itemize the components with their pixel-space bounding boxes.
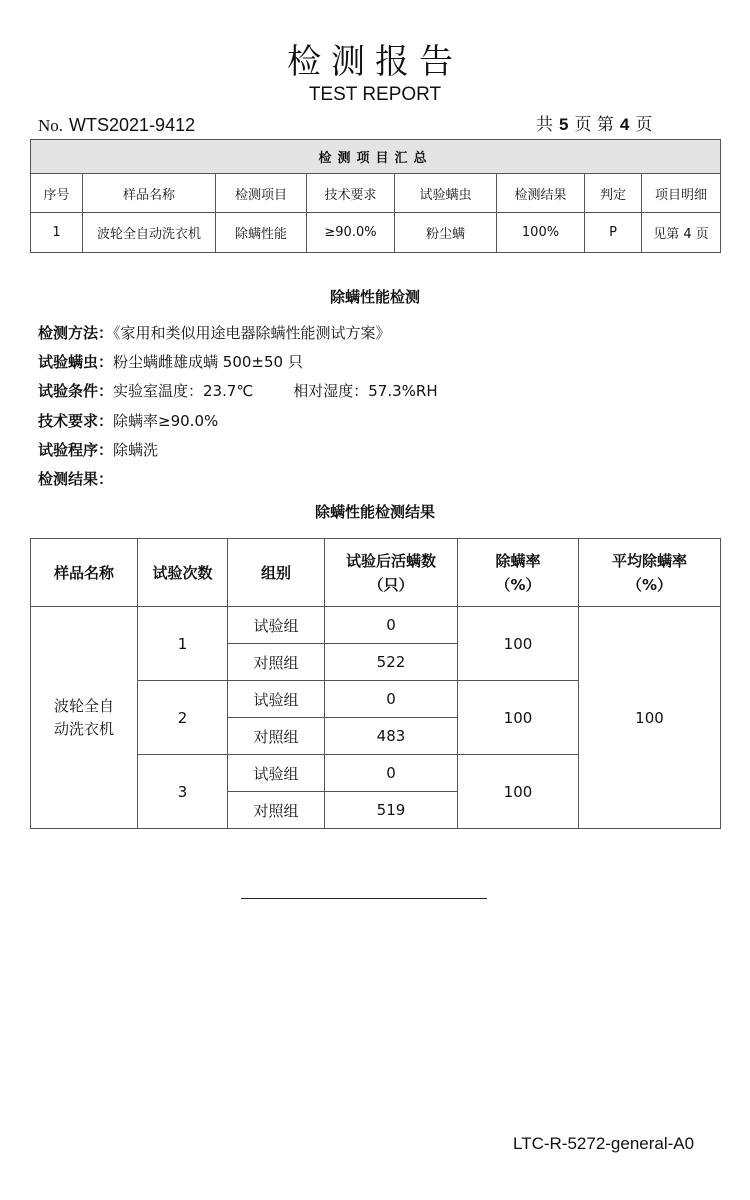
summary-header-cell: 判定 xyxy=(585,174,642,213)
temperature-value: 实验室温度：23.7℃ xyxy=(113,382,254,400)
trial-number: 2 xyxy=(138,681,228,755)
signature-line xyxy=(241,898,487,899)
pages-suffix: 页 xyxy=(635,115,653,135)
document-code: LTC-R-5272-general-A0 xyxy=(513,1134,695,1153)
live-mite-count: 0 xyxy=(325,681,458,718)
report-number-label: No. xyxy=(38,116,64,135)
mites-line xyxy=(38,352,303,372)
requirement-line xyxy=(38,411,218,431)
result-line xyxy=(38,469,113,489)
live-mite-count: 0 xyxy=(325,755,458,792)
results-header-cell: 试验后活螨数 （只） xyxy=(325,539,458,607)
mites-value: 粉尘螨雌雄成螨 500±50 只 xyxy=(113,353,303,371)
summary-cell-result: 100% xyxy=(497,213,585,253)
summary-row xyxy=(31,213,721,253)
conditions-label: 试验条件： xyxy=(38,382,114,400)
average-removal-rate: 100 xyxy=(579,607,721,829)
group-label: 试验组 xyxy=(228,681,325,718)
pages-mid: 页 第 xyxy=(574,115,614,135)
results-sample-name: 波轮全自 动洗衣机 xyxy=(31,607,138,829)
summary-header-cell: 检测项目 xyxy=(216,174,307,213)
trial-number: 1 xyxy=(138,607,228,681)
requirement-value: 除螨率≥90.0% xyxy=(113,412,219,430)
live-mite-count: 483 xyxy=(325,718,458,755)
mites-label: 试验螨虫： xyxy=(38,353,114,371)
removal-rate: 100 xyxy=(458,681,579,755)
live-mite-count: 522 xyxy=(325,644,458,681)
results-header-row xyxy=(31,539,721,607)
group-label: 对照组 xyxy=(228,792,325,829)
summary-cell-item: 除螨性能 xyxy=(216,213,307,253)
removal-rate: 100 xyxy=(458,607,579,681)
group-label: 对照组 xyxy=(228,718,325,755)
results-table-title: 除螨性能检测结果 xyxy=(314,503,435,521)
live-mite-count: 519 xyxy=(325,792,458,829)
total-pages: 5 xyxy=(559,115,569,134)
summary-cell-sample: 波轮全自动洗衣机 xyxy=(83,213,216,253)
results-header-cell: 试验次数 xyxy=(138,539,228,607)
group-label: 对照组 xyxy=(228,644,325,681)
method-label: 检测方法： xyxy=(38,324,114,342)
report-title-en: TEST REPORT xyxy=(308,84,442,105)
summary-header-cell: 项目明细 xyxy=(642,174,721,213)
summary-cell-index: 1 xyxy=(31,213,83,253)
summary-header-row xyxy=(31,174,721,213)
method-value: 《家用和类似用途电器除螨性能测试方案》 xyxy=(113,324,391,342)
live-mite-count: 0 xyxy=(325,607,458,644)
summary-header-cell: 样品名称 xyxy=(83,174,216,213)
report-number-value: WTS2021-9412 xyxy=(69,115,196,135)
summary-header-cell: 试验螨虫 xyxy=(395,174,497,213)
summary-cell-verdict: P xyxy=(585,213,642,253)
group-label: 试验组 xyxy=(228,607,325,644)
current-page: 4 xyxy=(619,115,630,134)
method-line xyxy=(38,323,391,343)
summary-cell-detail: 见第 4 页 xyxy=(642,213,721,253)
page-indicator xyxy=(536,113,652,137)
section-title: 除螨性能检测 xyxy=(329,288,420,306)
summary-cell-requirement: ≥90.0% xyxy=(307,213,395,253)
results-header-cell: 平均除螨率 （%） xyxy=(579,539,721,607)
humidity-value: 相对湿度：57.3%RH xyxy=(293,382,438,400)
procedure-value: 除螨洗 xyxy=(113,441,159,459)
pages-prefix: 共 xyxy=(536,115,553,135)
result-label: 检测结果： xyxy=(38,470,114,488)
results-table xyxy=(30,538,721,829)
results-header-cell: 除螨率 （%） xyxy=(458,539,579,607)
summary-table xyxy=(30,139,721,253)
report-title-cn: 检测报告 xyxy=(287,42,463,82)
conditions-line xyxy=(38,381,438,401)
procedure-label: 试验程序： xyxy=(38,441,114,459)
summary-cell-mite: 粉尘螨 xyxy=(395,213,497,253)
results-header-cell: 组别 xyxy=(228,539,325,607)
summary-caption: 检测项目汇总 xyxy=(31,140,721,174)
summary-header-cell: 序号 xyxy=(31,174,83,213)
trial-number: 3 xyxy=(138,755,228,829)
report-number xyxy=(38,113,195,138)
requirement-label: 技术要求： xyxy=(38,412,114,430)
summary-header-cell: 检测结果 xyxy=(497,174,585,213)
table-row xyxy=(31,607,721,644)
procedure-line xyxy=(38,440,158,460)
group-label: 试验组 xyxy=(228,755,325,792)
summary-header-cell: 技术要求 xyxy=(307,174,395,213)
results-header-cell: 样品名称 xyxy=(31,539,138,607)
removal-rate: 100 xyxy=(458,755,579,829)
